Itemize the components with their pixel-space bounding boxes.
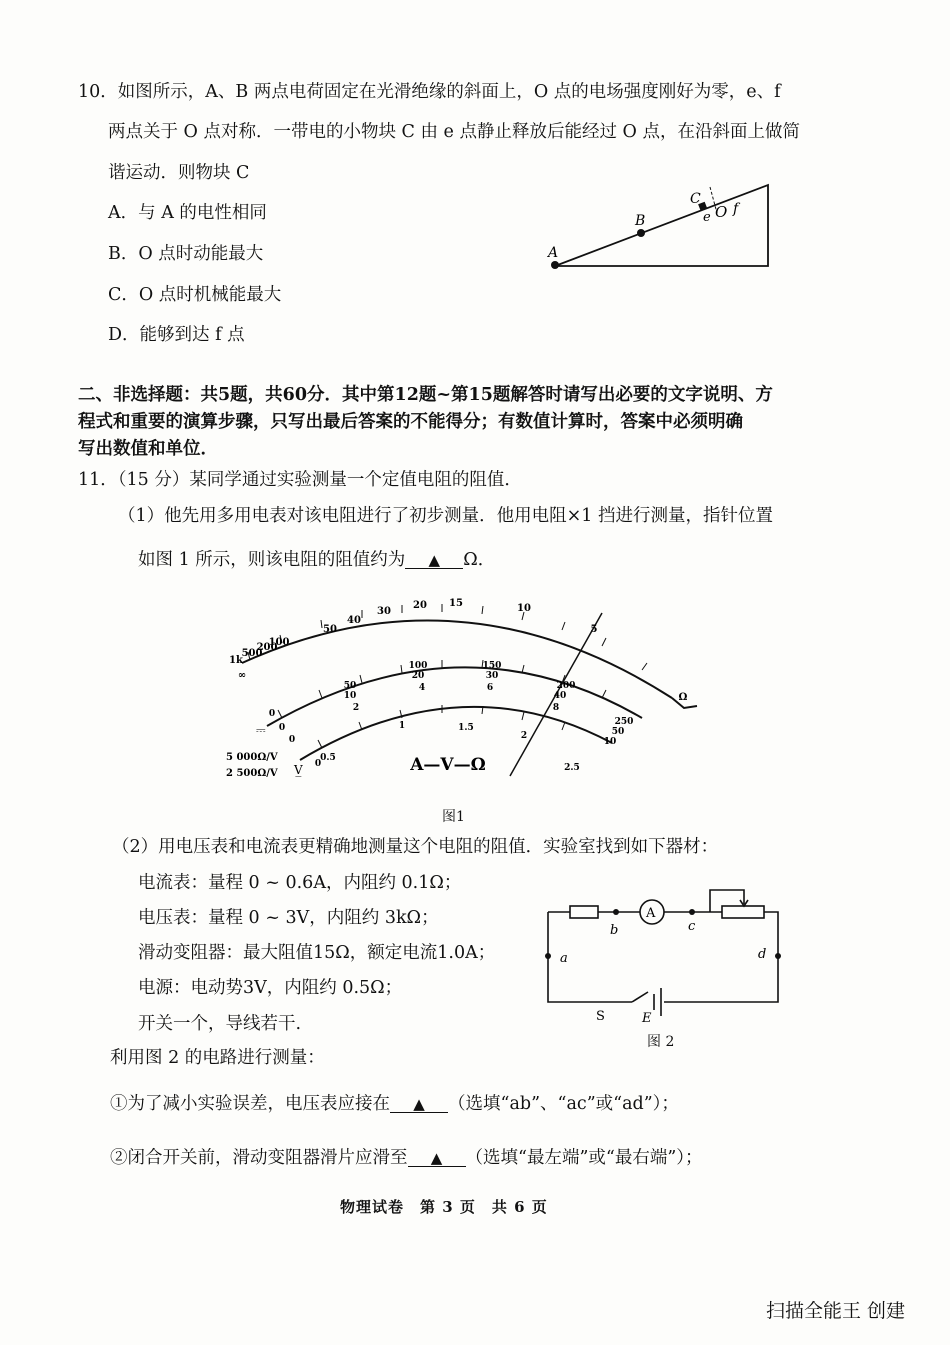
fig1-caption: 图1 (442, 809, 465, 825)
node-a (545, 953, 551, 959)
q11-part1-text: 如图 1 所示，则该电阻的阻值约为 (138, 550, 406, 570)
label-c: C (690, 191, 701, 207)
spec-ac: 2 500Ω/V (226, 768, 278, 779)
resistor (570, 906, 598, 918)
scanner-watermark: 扫描全能王 创建 (766, 1300, 906, 1322)
label-a: A (548, 245, 559, 261)
q11-sub2 (110, 1150, 703, 1168)
charge-b-dot (637, 229, 645, 237)
q10-option-c: C．O 点时机械能最大 (108, 285, 282, 305)
incline-triangle (555, 185, 768, 266)
item-voltmeter: 电压表：量程 0 ~ 3V，内阻约 3kΩ； (138, 908, 439, 928)
sub1-text: ①为了减小实验误差，电压表应接在 (110, 1094, 390, 1114)
meter-label: A—V—Ω (410, 755, 486, 775)
ohm-tick-100: 100 (268, 637, 290, 648)
q10-stem-line1: 10．如图所示，A、B 两点电荷固定在光滑绝缘的斜面上，O 点的电场强度刚好为零，e、f (78, 82, 781, 102)
slider-wire (710, 890, 744, 912)
sub1-options: （选填“ab”、“ac”或“ad”）； (448, 1094, 679, 1114)
ac-arc (300, 707, 612, 760)
dc-mid-40: 40 (553, 691, 567, 701)
label-e: E (642, 1011, 652, 1022)
q11-part1-line2 (138, 552, 495, 570)
dc-symbol: ⎓ (256, 723, 266, 737)
ohm-tick-500: 500 (241, 648, 263, 659)
sub2-text: ②闭合开关前，滑动变阻器滑片应滑至 (110, 1148, 408, 1168)
sub2-options: （选填“最左端”或“最右端”）； (465, 1148, 703, 1168)
dc-top-100: 100 (408, 661, 428, 671)
q11-part1-line1: （1）他先用多用电表对该电阻进行了初步测量．他用电阻×1 挡进行测量，指针位置 (118, 506, 773, 526)
q11-part2-intro: （2）用电压表和电流表更精确地测量这个电阻的阻值．实验室找到如下器材： (112, 837, 719, 857)
q11-stem: 11．（15 分）某同学通过实验测量一个定值电阻的阻值． (78, 470, 522, 490)
answer-blank-2[interactable]: ▲ (390, 1097, 448, 1113)
q11-part1-unit: Ω． (463, 550, 496, 570)
fig2-caption: 图 2 (647, 1034, 675, 1050)
ohm-tick-200: 200 (256, 642, 278, 653)
dc-low-8: 8 (552, 703, 560, 713)
answer-blank-3[interactable]: ▲ (408, 1151, 466, 1167)
ohm-tick-inf: ∞ (237, 670, 247, 681)
dc-mid-10: 10 (343, 691, 357, 701)
section2-line3: 写出数值和单位． (78, 439, 218, 459)
dc-mid-0: 0 (278, 723, 286, 733)
dc-low-2: 2 (352, 703, 360, 713)
dc-top-50: 50 (343, 681, 357, 691)
section2-line1: 二、非选择题：共5题，共60分．其中第12题~第15题解答时请写出必要的文字说明、方 (78, 385, 773, 405)
ac-2: 2 (520, 731, 528, 741)
ohm-arc (242, 620, 672, 698)
label-node-a: a (560, 951, 568, 966)
ohm-tick-15: 15 (449, 598, 463, 609)
incline-figure (540, 175, 780, 275)
item-rheostat: 滑动变阻器：最大阻值15Ω，额定电流1.0A； (138, 943, 496, 963)
ac-1: 1 (398, 721, 406, 731)
item-switch: 开关一个，导线若干. (138, 1014, 302, 1034)
switch-s (632, 992, 648, 1002)
label-f: f (733, 201, 739, 217)
dc-mid-50: 50 (611, 727, 625, 737)
dc-mid-20: 20 (411, 671, 425, 681)
battery-e (654, 988, 661, 1016)
circuit-figure (540, 882, 790, 1022)
ohm-unit: Ω (678, 692, 688, 703)
ohm-tick-50: 50 (323, 624, 337, 635)
dc-top-250: 250 (614, 717, 634, 727)
multimeter-dial-figure (222, 588, 702, 788)
ac-2-5: 2.5 (564, 763, 580, 773)
dc-top-0: 0 (268, 709, 276, 719)
label-node-d: d (758, 947, 767, 962)
dc-top-150: 150 (482, 661, 502, 671)
ohm-tick-20: 20 (413, 600, 427, 611)
label-node-b: b (610, 923, 619, 938)
ac-symbol: V̲ (294, 763, 303, 777)
ohm-tick-10: 10 (517, 603, 531, 614)
label-s: S (596, 1009, 605, 1022)
node-b (613, 909, 619, 915)
label-node-c: c (688, 919, 696, 934)
rheostat (722, 906, 764, 918)
node-c (689, 909, 695, 915)
dc-mid-30: 30 (485, 671, 499, 681)
q11-sub1 (110, 1096, 679, 1114)
dc-low-10: 10 (603, 737, 617, 747)
node-d (775, 953, 781, 959)
ac-0: 0 (314, 759, 322, 769)
ohm-tick-40: 40 (347, 615, 361, 626)
charge-a-dot (551, 261, 559, 269)
dc-arc (267, 667, 642, 726)
use-fig2: 利用图 2 的电路进行测量： (110, 1048, 325, 1068)
label-e: e (703, 210, 711, 225)
label-ammeter: A (646, 906, 656, 921)
page-footer: 物理试卷 第 3 页 共 6 页 (340, 1198, 548, 1216)
ac-1-5: 1.5 (458, 723, 474, 733)
ohm-tick-30: 30 (377, 606, 391, 617)
ac-0-5: 0.5 (320, 753, 336, 763)
ohm-tick-1k: 1k (229, 655, 243, 666)
item-ammeter: 电流表：量程 0 ~ 0.6A，内阻约 0.1Ω； (138, 873, 462, 893)
dc-top-200: 200 (556, 681, 576, 691)
ohm-tick-5: 5 (590, 624, 598, 635)
spec-dc: 5 000Ω/V (226, 752, 278, 763)
answer-blank-1[interactable]: ▲ (405, 553, 463, 569)
q10-stem-line2: 两点关于 O 点对称．一带电的小物块 C 由 e 点静止释放后能经过 O 点，在沿斜面上做简 (108, 122, 800, 142)
q10-stem-line3: 谐运动．则物块 C (108, 163, 250, 183)
dc-low-6: 6 (486, 683, 494, 693)
dc-low-4: 4 (418, 683, 426, 693)
item-source: 电源：电动势3V，内阻约 0.5Ω； (138, 978, 403, 998)
q10-option-d: D．能够到达 f 点 (108, 325, 245, 345)
label-b: B (635, 213, 646, 229)
label-o: O (715, 203, 728, 221)
dc-low-0: 0 (288, 735, 296, 745)
section2-line2: 程式和重要的演算步骤，只写出最后答案的不能得分；有数值计算时，答案中必须明确 (78, 412, 743, 432)
q10-option-a: A．与 A 的电性相同 (108, 203, 267, 223)
q10-option-b: B．O 点时动能最大 (108, 244, 264, 264)
